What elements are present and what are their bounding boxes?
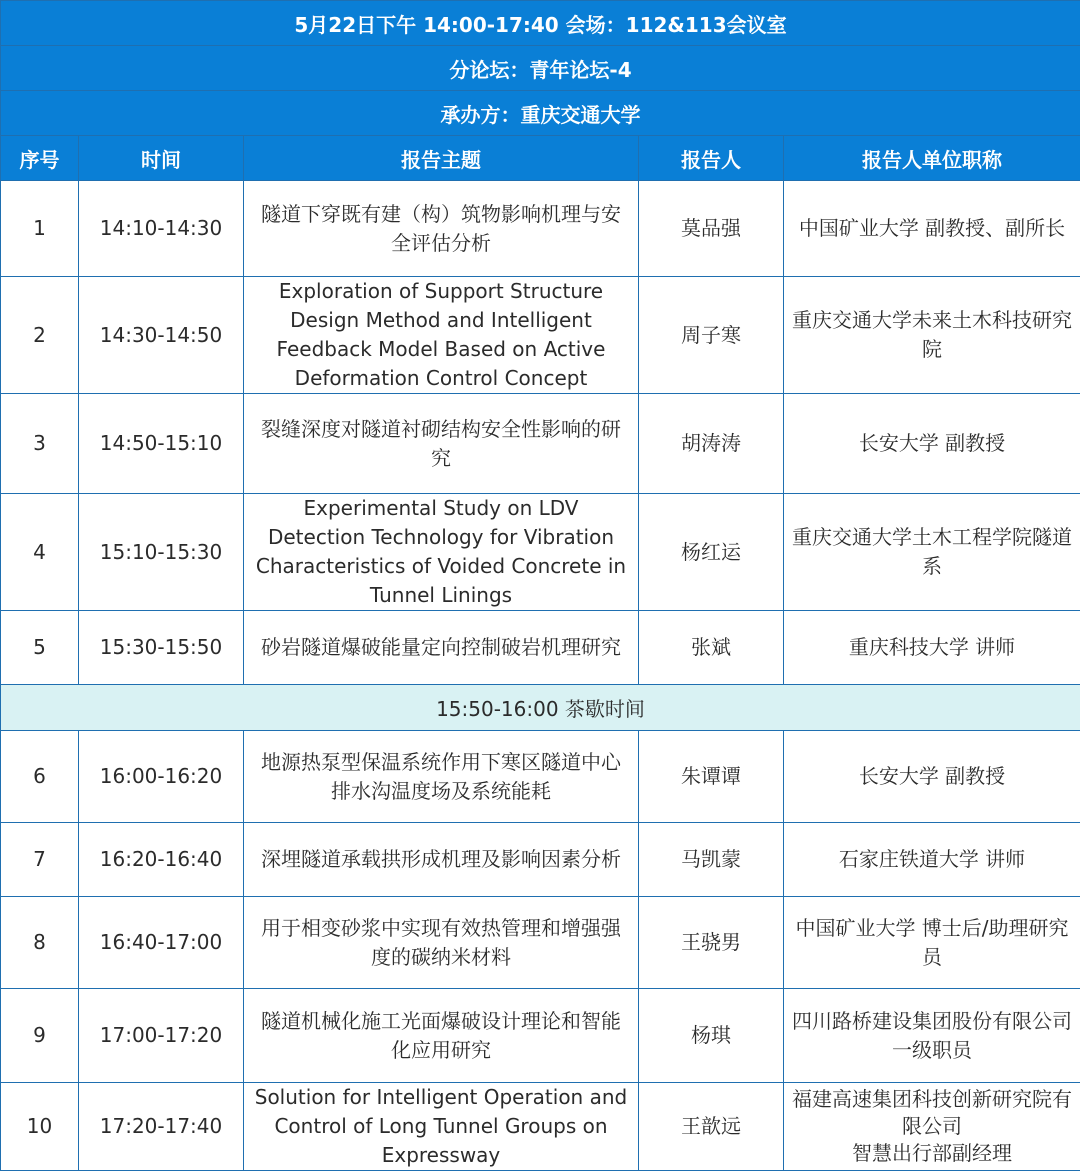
talk-no: 8: [1, 897, 79, 989]
talk-time: 17:00-17:20: [79, 989, 244, 1083]
talk-speaker: 马凯蒙: [639, 823, 784, 897]
talk-topic: Exploration of Support Structure Design Method and Intelligent Feedback Model Based on Active Deformation Control Concept: [244, 277, 639, 394]
talk-topic: Solution for Intelligent Operation and Control of Long Tunnel Groups on Expressway: [244, 1083, 639, 1171]
talk-topic: 用于相变砂浆中实现有效热管理和增强强度的碳纳米材料: [244, 897, 639, 989]
talk-speaker: 张斌: [639, 611, 784, 685]
col-header-topic: 报告主题: [244, 136, 639, 181]
talk-no: 2: [1, 277, 79, 394]
table-row: [1, 731, 1080, 823]
talk-affiliation: 福建高速集团科技创新研究院有限公司 智慧出行部副经理: [784, 1083, 1080, 1171]
table-row: [1, 897, 1080, 989]
talk-no: 9: [1, 989, 79, 1083]
table-row: [1, 494, 1080, 611]
talk-affiliation: 石家庄铁道大学 讲师: [784, 823, 1080, 897]
col-header-speaker: 报告人: [639, 136, 784, 181]
talk-topic: Experimental Study on LDV Detection Technology for Vibration Characteristics of Voided Concrete in Tunnel Linings: [244, 494, 639, 611]
talk-time: 16:00-16:20: [79, 731, 244, 823]
talk-time: 14:30-14:50: [79, 277, 244, 394]
talk-no: 3: [1, 394, 79, 494]
talk-topic: 深埋隧道承载拱形成机理及影响因素分析: [244, 823, 639, 897]
forum-banner-row: [1, 46, 1080, 91]
talk-topic: 砂岩隧道爆破能量定向控制破岩机理研究: [244, 611, 639, 685]
talk-affiliation: 四川路桥建设集团股份有限公司 一级职员: [784, 989, 1080, 1083]
talk-no: 5: [1, 611, 79, 685]
col-header-no: 序号: [1, 136, 79, 181]
talk-speaker: 莫品强: [639, 181, 784, 277]
table-row: [1, 989, 1080, 1083]
organizer-banner-row: [1, 91, 1080, 136]
talk-affiliation: 中国矿业大学 副教授、副所长: [784, 181, 1080, 277]
session-title: 5月22日下午 14:00-17:40 会场：112&113会议室: [1, 1, 1080, 46]
talk-topic: 裂缝深度对隧道衬砌结构安全性影响的研究: [244, 394, 639, 494]
talk-speaker: 胡涛涛: [639, 394, 784, 494]
talk-affiliation: 重庆科技大学 讲师: [784, 611, 1080, 685]
organizer-title: 承办方：重庆交通大学: [1, 91, 1080, 136]
table-row: [1, 611, 1080, 685]
table-row: [1, 394, 1080, 494]
talk-affiliation: 重庆交通大学未来土木科技研究院: [784, 277, 1080, 394]
table-row: [1, 277, 1080, 394]
talk-affiliation: 长安大学 副教授: [784, 731, 1080, 823]
talk-affiliation: 长安大学 副教授: [784, 394, 1080, 494]
forum-title: 分论坛：青年论坛-4: [1, 46, 1080, 91]
talk-no: 7: [1, 823, 79, 897]
table-row: [1, 1083, 1080, 1171]
talk-topic: 地源热泵型保温系统作用下寒区隧道中心排水沟温度场及系统能耗: [244, 731, 639, 823]
table-row: [1, 823, 1080, 897]
talk-topic: 隧道下穿既有建（构）筑物影响机理与安全评估分析: [244, 181, 639, 277]
talk-no: 1: [1, 181, 79, 277]
talk-no: 10: [1, 1083, 79, 1171]
session-banner-row: [1, 1, 1080, 46]
talk-time: 15:10-15:30: [79, 494, 244, 611]
talk-time: 17:20-17:40: [79, 1083, 244, 1171]
talk-time: 16:40-17:00: [79, 897, 244, 989]
tea-break-label: 15:50-16:00 茶歇时间: [1, 685, 1080, 731]
talk-speaker: 朱谭谭: [639, 731, 784, 823]
col-header-affiliation: 报告人单位职称: [784, 136, 1080, 181]
talk-affiliation: 中国矿业大学 博士后/助理研究员: [784, 897, 1080, 989]
talk-time: 16:20-16:40: [79, 823, 244, 897]
talk-time: 15:30-15:50: [79, 611, 244, 685]
talk-affiliation: 重庆交通大学土木工程学院隧道系: [784, 494, 1080, 611]
talk-speaker: 杨琪: [639, 989, 784, 1083]
talk-speaker: 杨红运: [639, 494, 784, 611]
talk-speaker: 周子寒: [639, 277, 784, 394]
talk-no: 4: [1, 494, 79, 611]
talk-speaker: 王歆远: [639, 1083, 784, 1171]
col-header-time: 时间: [79, 136, 244, 181]
talk-time: 14:50-15:10: [79, 394, 244, 494]
talk-time: 14:10-14:30: [79, 181, 244, 277]
table-row: [1, 181, 1080, 277]
talk-topic: 隧道机械化施工光面爆破设计理论和智能化应用研究: [244, 989, 639, 1083]
tea-break-row: [1, 685, 1080, 731]
column-header-row: [1, 136, 1080, 181]
talk-no: 6: [1, 731, 79, 823]
talk-speaker: 王骁男: [639, 897, 784, 989]
